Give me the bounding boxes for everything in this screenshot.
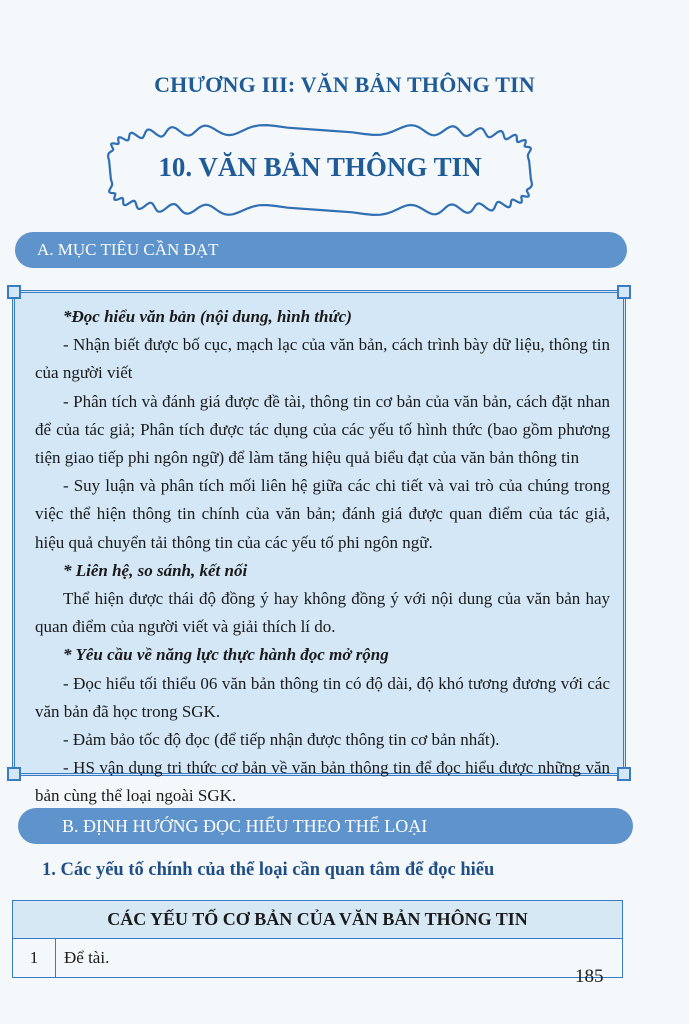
subheading-practice: * Yêu cầu về năng lực thực hành đọc mở rộng (63, 645, 389, 665)
section-b-subheading: 1. Các yếu tố chính của thể loại cần quan tâm để đọc hiểu (42, 860, 495, 880)
subheading-reading: *Đọc hiểu văn bản (nội dung, hình thức) (63, 307, 352, 326)
row-number: 1 (13, 939, 56, 978)
objective-item: - Suy luận và phân tích mối liên hệ giữa các chi tiết và vai trò của chúng trong việc thể hiện thông tin chính của văn bản; đánh giá được quan điểm của tác giả, hiệu quả chuyển tải thông tin của các yếu tố phi ngôn ngữ. (35, 476, 610, 552)
elements-table (12, 900, 623, 978)
corner-ornament (7, 285, 21, 299)
section-b-header: B. ĐỊNH HƯỚNG ĐỌC HIỂU THEO THỂ LOẠI (18, 808, 633, 844)
section-a-header: A. MỤC TIÊU CẦN ĐẠT (15, 232, 627, 268)
objectives-box (12, 290, 626, 806)
lesson-title: 10. VĂN BẢN THÔNG TIN (158, 152, 482, 182)
page-number: 185 (575, 966, 604, 987)
objective-item: - Đọc hiểu tối thiểu 06 văn bản thông tin có độ dài, độ khó tương đương với các văn bản đã học trong SGK. (35, 673, 610, 721)
table-header: CÁC YẾU TỐ CƠ BẢN CỦA VĂN BẢN THÔNG TIN (13, 901, 623, 939)
row-text: Để tài. (56, 939, 623, 978)
subheading-connect: * Liên hệ, so sánh, kết nối (63, 560, 248, 580)
chapter-title: CHƯƠNG III: VĂN BẢN THÔNG TIN (154, 72, 535, 97)
table-row (13, 939, 623, 978)
objective-item: - Nhận biết được bố cục, mạch lạc của văn bản, cách trình bày dữ liệu, thông tin của người viết (35, 335, 610, 383)
objective-item: - HS vận dụng tri thức cơ bản về văn bản thông tin để đọc hiểu được những văn bản cùng thể loại ngoài SGK. (35, 758, 610, 806)
corner-ornament (7, 767, 21, 781)
corner-ornament (617, 767, 631, 781)
objective-item: - Phân tích và đánh giá được đề tài, thông tin cơ bản của văn bản, cách đặt nhan để của tác giả; Phân tích được tác dụng của các yếu tố hình thức (bao gồm phương tiện giao tiếp phi ngôn ngữ) để làm tăng hiệu quả biểu đạt của văn bản thông tin (35, 391, 610, 468)
objective-item: - Đảm bảo tốc độ đọc (để tiếp nhận được thông tin cơ bản nhất). (63, 730, 500, 750)
objective-item: Thể hiện được thái độ đồng ý hay không đồng ý với nội dung của văn bản hay quan điểm của người viết và giải thích lí do. (35, 589, 610, 637)
corner-ornament (617, 285, 631, 299)
